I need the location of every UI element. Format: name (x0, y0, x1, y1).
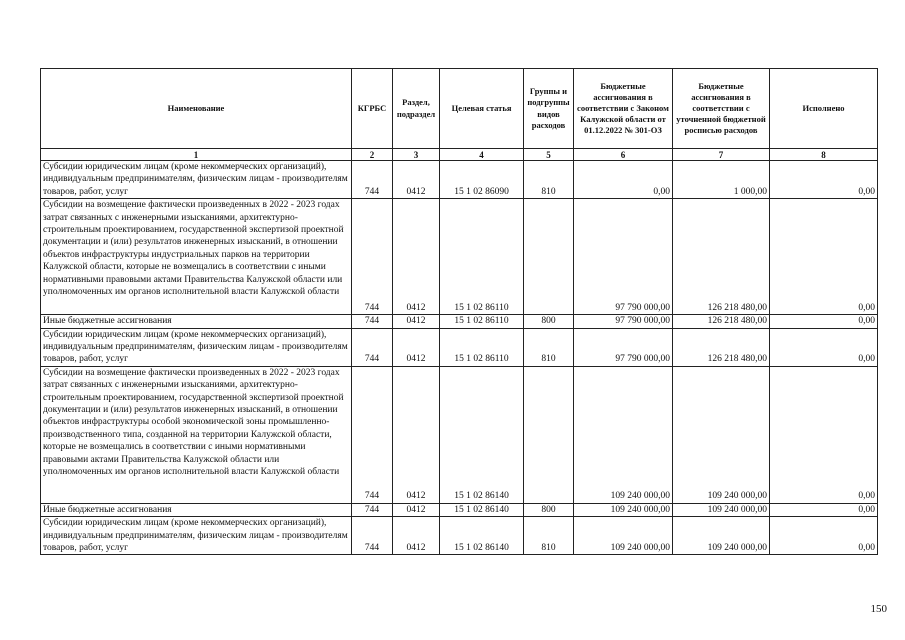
row-group: 810 (524, 328, 574, 366)
row-name: Иные бюджетные ассигнования (41, 503, 352, 516)
header-group: Группы и подгруппы видов расходов (524, 69, 574, 149)
row-group: 800 (524, 503, 574, 516)
row-law: 109 240 000,00 (574, 503, 673, 516)
header-section: Раздел, подраздел (393, 69, 440, 149)
row-kgrbs: 744 (352, 161, 393, 199)
table-row (41, 517, 878, 555)
row-target: 15 1 02 86140 (440, 503, 524, 516)
row-group (524, 366, 574, 503)
col-number: 6 (574, 149, 673, 161)
header-row (41, 69, 878, 149)
header-done: Исполнено (770, 69, 878, 149)
row-kgrbs: 744 (352, 517, 393, 555)
header-kgrbs: КГРБС (352, 69, 393, 149)
row-law: 109 240 000,00 (574, 366, 673, 503)
row-kgrbs: 744 (352, 328, 393, 366)
col-number: 2 (352, 149, 393, 161)
header-name: Наименование (41, 69, 352, 149)
header-law: Бюджетные ассигнования в соответствии с Законом Калужской области от 01.12.2022 № 301-ОЗ (574, 69, 673, 149)
col-number: 5 (524, 149, 574, 161)
row-section: 0412 (393, 503, 440, 516)
header-refined: Бюджетные ассигнования в соответствии с уточненной бюджетной росписью расходов (673, 69, 770, 149)
row-section: 0412 (393, 199, 440, 315)
col-number: 7 (673, 149, 770, 161)
page-number: 150 (870, 603, 887, 615)
table-row (41, 366, 878, 503)
col-number: 3 (393, 149, 440, 161)
row-law: 0,00 (574, 161, 673, 199)
row-section: 0412 (393, 366, 440, 503)
row-done: 0,00 (770, 517, 878, 555)
row-law: 97 790 000,00 (574, 315, 673, 328)
row-target: 15 1 02 86140 (440, 366, 524, 503)
row-group: 810 (524, 517, 574, 555)
row-refined: 109 240 000,00 (673, 366, 770, 503)
row-done: 0,00 (770, 366, 878, 503)
col-number: 4 (440, 149, 524, 161)
row-name: Субсидии на возмещение фактически произведенных в 2022 - 2023 годах затрат связанных с инженерными изысканиями, архитектурно-строительным проектированием, государственной экспертизой проектной документации и (или) результатов инженерных изысканий, в отношении объектов инфраструктуры индустриальных парков на территории Калужской области, которые не возмещались в соответствии с иными нормативными правовыми актами Правительства Калужской области или уполномоченных им органов исполнительной власти Калужской области (41, 199, 352, 315)
table-row (41, 161, 878, 199)
row-section: 0412 (393, 161, 440, 199)
row-law: 97 790 000,00 (574, 328, 673, 366)
row-kgrbs: 744 (352, 503, 393, 516)
col-number: 8 (770, 149, 878, 161)
column-number-row (41, 149, 878, 161)
row-group: 810 (524, 161, 574, 199)
row-target: 15 1 02 86110 (440, 328, 524, 366)
row-refined: 126 218 480,00 (673, 199, 770, 315)
row-done: 0,00 (770, 328, 878, 366)
row-target: 15 1 02 86110 (440, 315, 524, 328)
row-refined: 1 000,00 (673, 161, 770, 199)
row-name: Иные бюджетные ассигнования (41, 315, 352, 328)
row-law: 109 240 000,00 (574, 517, 673, 555)
row-done: 0,00 (770, 315, 878, 328)
table-row (41, 199, 878, 315)
row-name: Субсидии на возмещение фактически произведенных в 2022 - 2023 годах затрат связанных с инженерными изысканиями, архитектурно-строительным проектированием, государственной экспертизой проектной документации и (или) результатов инженерных изысканий, в отношении объектов инфраструктуры особой экономической зоны промышленно-производственного типа, созданной на территории Калужской области, которые не возмещались в соответствии с иными нормативными правовыми актами Правительства Калужской области или уполномоченных им органов исполнительной власти Калужской области (41, 366, 352, 503)
row-kgrbs: 744 (352, 315, 393, 328)
budget-table (40, 68, 878, 555)
row-done: 0,00 (770, 503, 878, 516)
row-section: 0412 (393, 315, 440, 328)
row-section: 0412 (393, 517, 440, 555)
row-kgrbs: 744 (352, 366, 393, 503)
row-law: 97 790 000,00 (574, 199, 673, 315)
row-target: 15 1 02 86090 (440, 161, 524, 199)
row-kgrbs: 744 (352, 199, 393, 315)
row-refined: 109 240 000,00 (673, 517, 770, 555)
table-row (41, 328, 878, 366)
row-refined: 109 240 000,00 (673, 503, 770, 516)
row-refined: 126 218 480,00 (673, 328, 770, 366)
row-target: 15 1 02 86140 (440, 517, 524, 555)
row-name: Субсидии юридическим лицам (кроме некоммерческих организаций), индивидуальным предпринимателям, физическим лицам - производителям товаров, работ, услуг (41, 517, 352, 555)
row-name: Субсидии юридическим лицам (кроме некоммерческих организаций), индивидуальным предпринимателям, физическим лицам - производителям товаров, работ, услуг (41, 161, 352, 199)
header-target: Целевая статья (440, 69, 524, 149)
col-number: 1 (41, 149, 352, 161)
row-group (524, 199, 574, 315)
table-row (41, 503, 878, 516)
row-group: 800 (524, 315, 574, 328)
row-name: Субсидии юридическим лицам (кроме некоммерческих организаций), индивидуальным предпринимателям, физическим лицам - производителям товаров, работ, услуг (41, 328, 352, 366)
row-done: 0,00 (770, 161, 878, 199)
row-target: 15 1 02 86110 (440, 199, 524, 315)
row-section: 0412 (393, 328, 440, 366)
row-refined: 126 218 480,00 (673, 315, 770, 328)
table-row (41, 315, 878, 328)
row-done: 0,00 (770, 199, 878, 315)
